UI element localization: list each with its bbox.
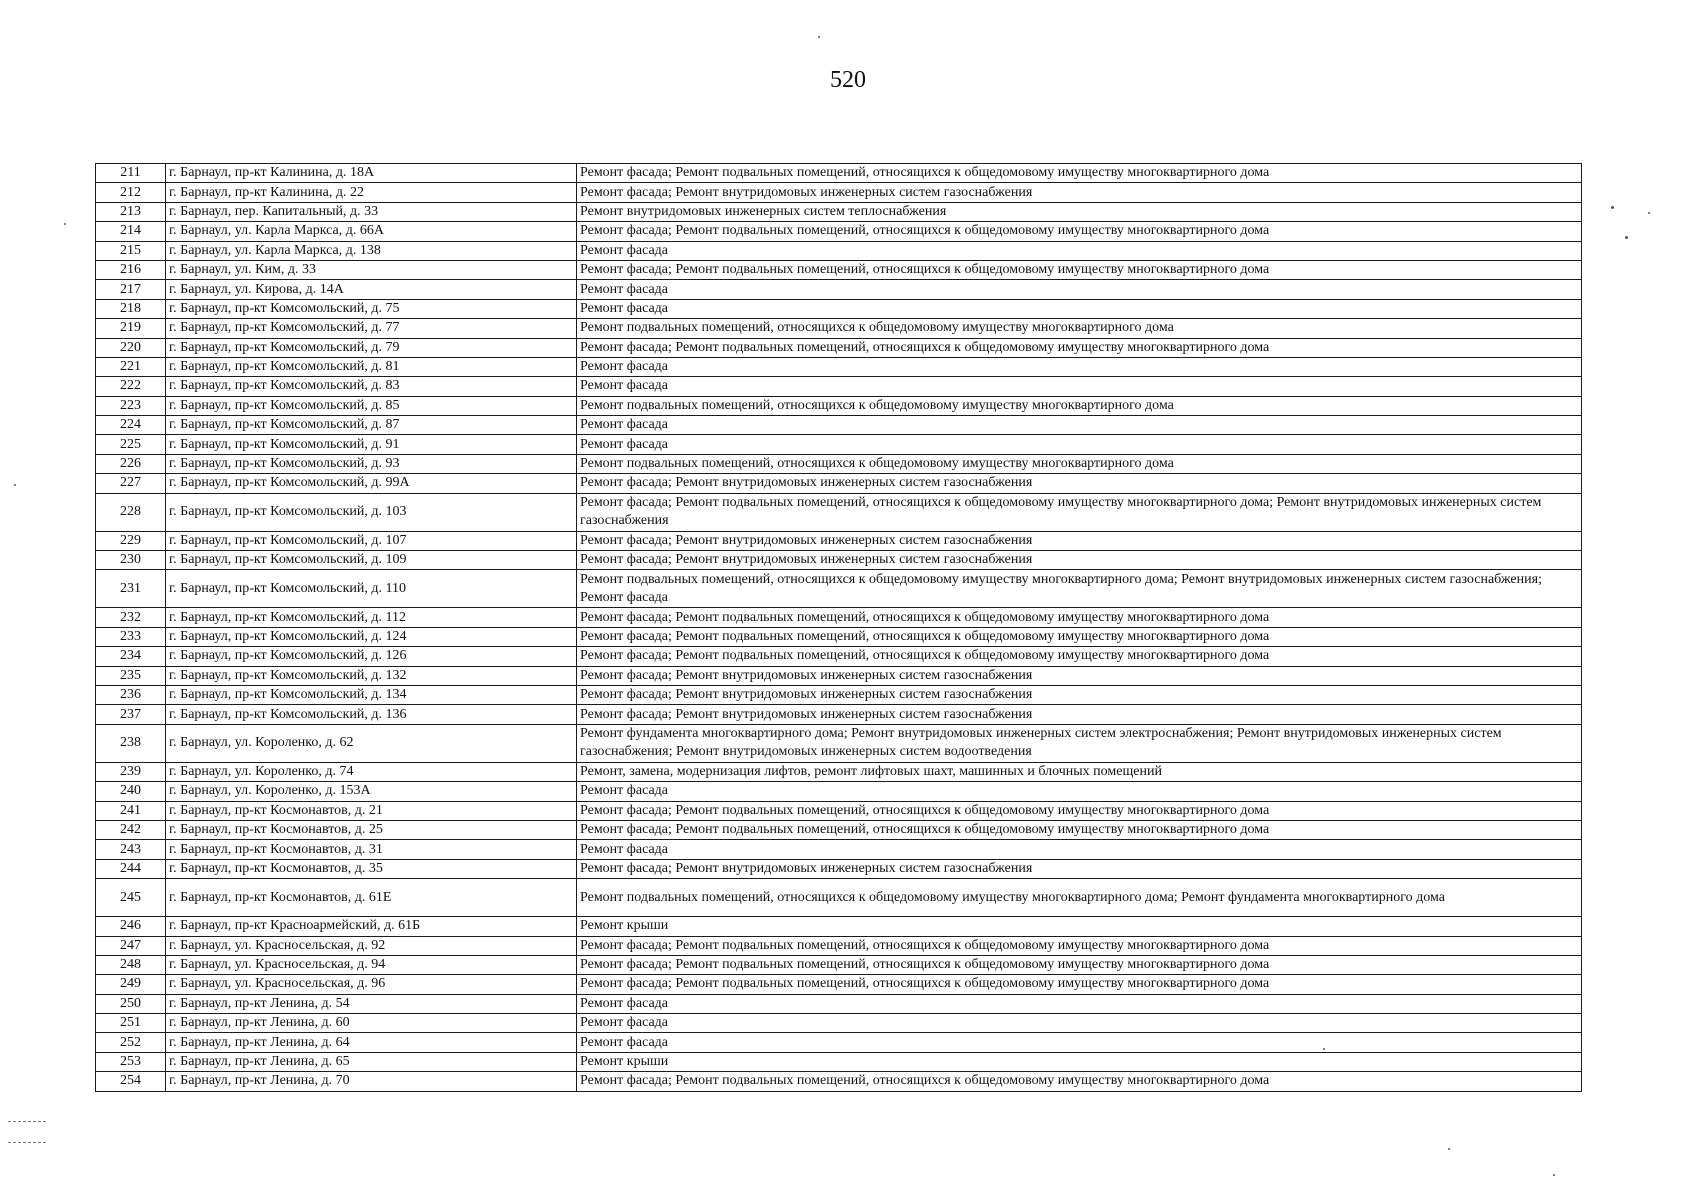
row-number-cell: 225 <box>96 435 166 454</box>
table-row <box>96 608 1582 627</box>
row-number-cell: 223 <box>96 396 166 415</box>
row-number-cell: 235 <box>96 666 166 685</box>
row-number-cell: 216 <box>96 260 166 279</box>
address-cell: г. Барнаул, ул. Кирова, д. 14А <box>166 280 577 299</box>
works-cell: Ремонт фасада; Ремонт внутридомовых инженерных систем газоснабжения <box>577 551 1582 570</box>
works-cell: Ремонт фасада; Ремонт внутридомовых инженерных систем газоснабжения <box>577 183 1582 202</box>
address-cell: г. Барнаул, пр-кт Ленина, д. 65 <box>166 1052 577 1071</box>
address-cell: г. Барнаул, пр-кт Ленина, д. 64 <box>166 1033 577 1052</box>
scan-speck <box>14 484 16 486</box>
row-number-cell: 211 <box>96 164 166 183</box>
row-number-cell: 214 <box>96 222 166 241</box>
works-cell: Ремонт фасада; Ремонт подвальных помещений, относящихся к общедомовому имуществу многоквартирного дома <box>577 222 1582 241</box>
table-row <box>96 705 1582 724</box>
works-cell: Ремонт фасада; Ремонт подвальных помещений, относящихся к общедомовому имуществу многоквартирного дома <box>577 975 1582 994</box>
works-cell: Ремонт фасада <box>577 241 1582 260</box>
row-number-cell: 238 <box>96 724 166 762</box>
address-cell: г. Барнаул, ул. Красносельская, д. 94 <box>166 955 577 974</box>
works-cell: Ремонт фундамента многоквартирного дома; Ремонт внутридомовых инженерных систем электроснабжения; Ремонт внутридомовых инженерных систем газоснабжения; Ремонт внутридомовых инженерных систем водоотведения <box>577 724 1582 762</box>
table-row <box>96 647 1582 666</box>
table-row <box>96 666 1582 685</box>
address-cell: г. Барнаул, ул. Красносельская, д. 96 <box>166 975 577 994</box>
row-number-cell: 251 <box>96 1014 166 1033</box>
works-cell: Ремонт фасада <box>577 840 1582 859</box>
table-row <box>96 222 1582 241</box>
table-row <box>96 377 1582 396</box>
address-cell: г. Барнаул, ул. Ким, д. 33 <box>166 260 577 279</box>
row-number-cell: 212 <box>96 183 166 202</box>
table-row <box>96 782 1582 801</box>
address-cell: г. Барнаул, пр-кт Комсомольский, д. 87 <box>166 416 577 435</box>
table-row <box>96 183 1582 202</box>
works-cell: Ремонт фасада; Ремонт подвальных помещений, относящихся к общедомовому имуществу многоквартирного дома <box>577 338 1582 357</box>
repair-table <box>95 163 1582 1092</box>
table-row <box>96 570 1582 608</box>
address-cell: г. Барнаул, пр-кт Ленина, д. 60 <box>166 1014 577 1033</box>
works-cell: Ремонт подвальных помещений, относящихся к общедомовому имуществу многоквартирного дома <box>577 454 1582 473</box>
row-number-cell: 236 <box>96 685 166 704</box>
works-cell: Ремонт фасада; Ремонт внутридомовых инженерных систем газоснабжения <box>577 666 1582 685</box>
works-cell: Ремонт фасада <box>577 299 1582 318</box>
row-number-cell: 247 <box>96 936 166 955</box>
address-cell: г. Барнаул, пр-кт Комсомольский, д. 112 <box>166 608 577 627</box>
row-number-cell: 231 <box>96 570 166 608</box>
scan-speck <box>1625 236 1628 239</box>
address-cell: г. Барнаул, пр-кт Космонавтов, д. 61Е <box>166 879 577 917</box>
row-number-cell: 234 <box>96 647 166 666</box>
table-row <box>96 474 1582 493</box>
address-cell: г. Барнаул, пр-кт Комсомольский, д. 93 <box>166 454 577 473</box>
row-number-cell: 215 <box>96 241 166 260</box>
scan-speck <box>1648 212 1650 214</box>
row-number-cell: 229 <box>96 531 166 550</box>
table-row <box>96 936 1582 955</box>
address-cell: г. Барнаул, пр-кт Комсомольский, д. 124 <box>166 627 577 646</box>
works-cell: Ремонт, замена, модернизация лифтов, ремонт лифтовых шахт, машинных и блочных помещений <box>577 762 1582 781</box>
address-cell: г. Барнаул, пр-кт Комсомольский, д. 79 <box>166 338 577 357</box>
works-cell: Ремонт фасада; Ремонт внутридомовых инженерных систем газоснабжения <box>577 705 1582 724</box>
address-cell: г. Барнаул, ул. Короленко, д. 74 <box>166 762 577 781</box>
table-row <box>96 357 1582 376</box>
address-cell: г. Барнаул, пр-кт Комсомольский, д. 77 <box>166 319 577 338</box>
row-number-cell: 242 <box>96 820 166 839</box>
row-number-cell: 240 <box>96 782 166 801</box>
works-cell: Ремонт фасада <box>577 782 1582 801</box>
row-number-cell: 252 <box>96 1033 166 1052</box>
table-row <box>96 879 1582 917</box>
row-number-cell: 217 <box>96 280 166 299</box>
row-number-cell: 232 <box>96 608 166 627</box>
table-row <box>96 319 1582 338</box>
works-cell: Ремонт фасада <box>577 435 1582 454</box>
address-cell: г. Барнаул, пр-кт Комсомольский, д. 99А <box>166 474 577 493</box>
address-cell: г. Барнаул, пр-кт Комсомольский, д. 103 <box>166 493 577 531</box>
scan-speck <box>1611 206 1614 209</box>
table-row <box>96 840 1582 859</box>
page-number: 520 <box>830 67 866 93</box>
works-cell: Ремонт фасада; Ремонт подвальных помещений, относящихся к общедомовому имуществу многоквартирного дома; Ремонт внутридомовых инженерных систем газоснабжения <box>577 493 1582 531</box>
works-cell: Ремонт подвальных помещений, относящихся к общедомовому имуществу многоквартирного дома; Ремонт внутридомовых инженерных систем газоснабжения; Ремонт фасада <box>577 570 1582 608</box>
works-cell: Ремонт фасада <box>577 357 1582 376</box>
row-number-cell: 244 <box>96 859 166 878</box>
row-number-cell: 220 <box>96 338 166 357</box>
table-row <box>96 724 1582 762</box>
works-cell: Ремонт фасада <box>577 280 1582 299</box>
works-cell: Ремонт фасада <box>577 377 1582 396</box>
table-row <box>96 531 1582 550</box>
table-body <box>96 164 1582 1092</box>
scan-artifact <box>8 1121 46 1143</box>
row-number-cell: 218 <box>96 299 166 318</box>
table-row <box>96 260 1582 279</box>
table-row <box>96 801 1582 820</box>
address-cell: г. Барнаул, пр-кт Комсомольский, д. 83 <box>166 377 577 396</box>
address-cell: г. Барнаул, пр-кт Калинина, д. 22 <box>166 183 577 202</box>
table-row <box>96 299 1582 318</box>
address-cell: г. Барнаул, пр-кт Комсомольский, д. 81 <box>166 357 577 376</box>
address-cell: г. Барнаул, ул. Короленко, д. 62 <box>166 724 577 762</box>
table-row <box>96 493 1582 531</box>
repair-table-container <box>95 163 1581 1092</box>
address-cell: г. Барнаул, ул. Карла Маркса, д. 66А <box>166 222 577 241</box>
address-cell: г. Барнаул, пр-кт Комсомольский, д. 110 <box>166 570 577 608</box>
address-cell: г. Барнаул, пр-кт Комсомольский, д. 132 <box>166 666 577 685</box>
works-cell: Ремонт фасада; Ремонт подвальных помещений, относящихся к общедомовому имуществу многоквартирного дома <box>577 164 1582 183</box>
table-row <box>96 435 1582 454</box>
table-row <box>96 627 1582 646</box>
address-cell: г. Барнаул, ул. Карла Маркса, д. 138 <box>166 241 577 260</box>
address-cell: г. Барнаул, пр-кт Комсомольский, д. 91 <box>166 435 577 454</box>
address-cell: г. Барнаул, пр-кт Комсомольский, д. 134 <box>166 685 577 704</box>
address-cell: г. Барнаул, пр-кт Космонавтов, д. 25 <box>166 820 577 839</box>
table-row <box>96 917 1582 936</box>
row-number-cell: 250 <box>96 994 166 1013</box>
row-number-cell: 221 <box>96 357 166 376</box>
address-cell: г. Барнаул, пр-кт Комсомольский, д. 75 <box>166 299 577 318</box>
row-number-cell: 249 <box>96 975 166 994</box>
address-cell: г. Барнаул, пр-кт Комсомольский, д. 136 <box>166 705 577 724</box>
address-cell: г. Барнаул, пр-кт Ленина, д. 54 <box>166 994 577 1013</box>
works-cell: Ремонт подвальных помещений, относящихся к общедомовому имуществу многоквартирного дома; Ремонт фундамента многоквартирного дома <box>577 879 1582 917</box>
scan-speck <box>1448 1148 1450 1150</box>
works-cell: Ремонт крыши <box>577 1052 1582 1071</box>
row-number-cell: 219 <box>96 319 166 338</box>
works-cell: Ремонт фасада; Ремонт внутридомовых инженерных систем газоснабжения <box>577 474 1582 493</box>
table-row <box>96 685 1582 704</box>
table-row <box>96 975 1582 994</box>
table-row <box>96 416 1582 435</box>
row-number-cell: 243 <box>96 840 166 859</box>
table-row <box>96 241 1582 260</box>
table-row <box>96 202 1582 221</box>
works-cell: Ремонт фасада; Ремонт подвальных помещений, относящихся к общедомовому имуществу многоквартирного дома <box>577 647 1582 666</box>
row-number-cell: 222 <box>96 377 166 396</box>
row-number-cell: 254 <box>96 1072 166 1091</box>
row-number-cell: 224 <box>96 416 166 435</box>
scan-speck <box>1323 1048 1325 1050</box>
table-row <box>96 1033 1582 1052</box>
address-cell: г. Барнаул, пр-кт Космонавтов, д. 35 <box>166 859 577 878</box>
scan-speck <box>818 36 820 38</box>
works-cell: Ремонт фасада <box>577 1014 1582 1033</box>
row-number-cell: 233 <box>96 627 166 646</box>
table-row <box>96 762 1582 781</box>
works-cell: Ремонт подвальных помещений, относящихся к общедомовому имуществу многоквартирного дома <box>577 319 1582 338</box>
address-cell: г. Барнаул, пр-кт Космонавтов, д. 31 <box>166 840 577 859</box>
address-cell: г. Барнаул, ул. Красносельская, д. 92 <box>166 936 577 955</box>
works-cell: Ремонт фасада <box>577 994 1582 1013</box>
row-number-cell: 245 <box>96 879 166 917</box>
row-number-cell: 248 <box>96 955 166 974</box>
table-row <box>96 1014 1582 1033</box>
table-row <box>96 955 1582 974</box>
row-number-cell: 230 <box>96 551 166 570</box>
row-number-cell: 237 <box>96 705 166 724</box>
works-cell: Ремонт фасада; Ремонт подвальных помещений, относящихся к общедомовому имуществу многоквартирного дома <box>577 1072 1582 1091</box>
address-cell: г. Барнаул, пр-кт Красноармейский, д. 61Б <box>166 917 577 936</box>
table-row <box>96 1052 1582 1071</box>
works-cell: Ремонт внутридомовых инженерных систем теплоснабжения <box>577 202 1582 221</box>
row-number-cell: 241 <box>96 801 166 820</box>
address-cell: г. Барнаул, пр-кт Комсомольский, д. 126 <box>166 647 577 666</box>
works-cell: Ремонт фасада; Ремонт подвальных помещений, относящихся к общедомовому имуществу многоквартирного дома <box>577 260 1582 279</box>
row-number-cell: 227 <box>96 474 166 493</box>
address-cell: г. Барнаул, пр-кт Ленина, д. 70 <box>166 1072 577 1091</box>
works-cell: Ремонт фасада; Ремонт внутридомовых инженерных систем газоснабжения <box>577 685 1582 704</box>
address-cell: г. Барнаул, пр-кт Комсомольский, д. 109 <box>166 551 577 570</box>
address-cell: г. Барнаул, пер. Капитальный, д. 33 <box>166 202 577 221</box>
works-cell: Ремонт фасада; Ремонт подвальных помещений, относящихся к общедомовому имуществу многоквартирного дома <box>577 608 1582 627</box>
works-cell: Ремонт фасада; Ремонт подвальных помещений, относящихся к общедомовому имуществу многоквартирного дома <box>577 627 1582 646</box>
works-cell: Ремонт фасада; Ремонт внутридомовых инженерных систем газоснабжения <box>577 859 1582 878</box>
works-cell: Ремонт фасада; Ремонт подвальных помещений, относящихся к общедомовому имуществу многоквартирного дома <box>577 820 1582 839</box>
works-cell: Ремонт фасада <box>577 416 1582 435</box>
address-cell: г. Барнаул, пр-кт Комсомольский, д. 107 <box>166 531 577 550</box>
table-row <box>96 164 1582 183</box>
row-number-cell: 228 <box>96 493 166 531</box>
row-number-cell: 226 <box>96 454 166 473</box>
works-cell: Ремонт крыши <box>577 917 1582 936</box>
address-cell: г. Барнаул, ул. Короленко, д. 153А <box>166 782 577 801</box>
address-cell: г. Барнаул, пр-кт Калинина, д. 18А <box>166 164 577 183</box>
works-cell: Ремонт фасада; Ремонт подвальных помещений, относящихся к общедомовому имуществу многоквартирного дома <box>577 801 1582 820</box>
table-row <box>96 1072 1582 1091</box>
works-cell: Ремонт фасада; Ремонт подвальных помещений, относящихся к общедомовому имуществу многоквартирного дома <box>577 955 1582 974</box>
address-cell: г. Барнаул, пр-кт Комсомольский, д. 85 <box>166 396 577 415</box>
table-row <box>96 396 1582 415</box>
works-cell: Ремонт фасада; Ремонт внутридомовых инженерных систем газоснабжения <box>577 531 1582 550</box>
table-row <box>96 280 1582 299</box>
scan-speck <box>1553 1174 1555 1176</box>
table-row <box>96 551 1582 570</box>
works-cell: Ремонт фасада; Ремонт подвальных помещений, относящихся к общедомовому имуществу многоквартирного дома <box>577 936 1582 955</box>
address-cell: г. Барнаул, пр-кт Космонавтов, д. 21 <box>166 801 577 820</box>
table-row <box>96 338 1582 357</box>
row-number-cell: 213 <box>96 202 166 221</box>
row-number-cell: 239 <box>96 762 166 781</box>
works-cell: Ремонт подвальных помещений, относящихся к общедомовому имуществу многоквартирного дома <box>577 396 1582 415</box>
row-number-cell: 246 <box>96 917 166 936</box>
table-row <box>96 454 1582 473</box>
table-row <box>96 994 1582 1013</box>
table-row <box>96 859 1582 878</box>
row-number-cell: 253 <box>96 1052 166 1071</box>
scan-speck <box>64 223 66 225</box>
table-row <box>96 820 1582 839</box>
works-cell: Ремонт фасада <box>577 1033 1582 1052</box>
